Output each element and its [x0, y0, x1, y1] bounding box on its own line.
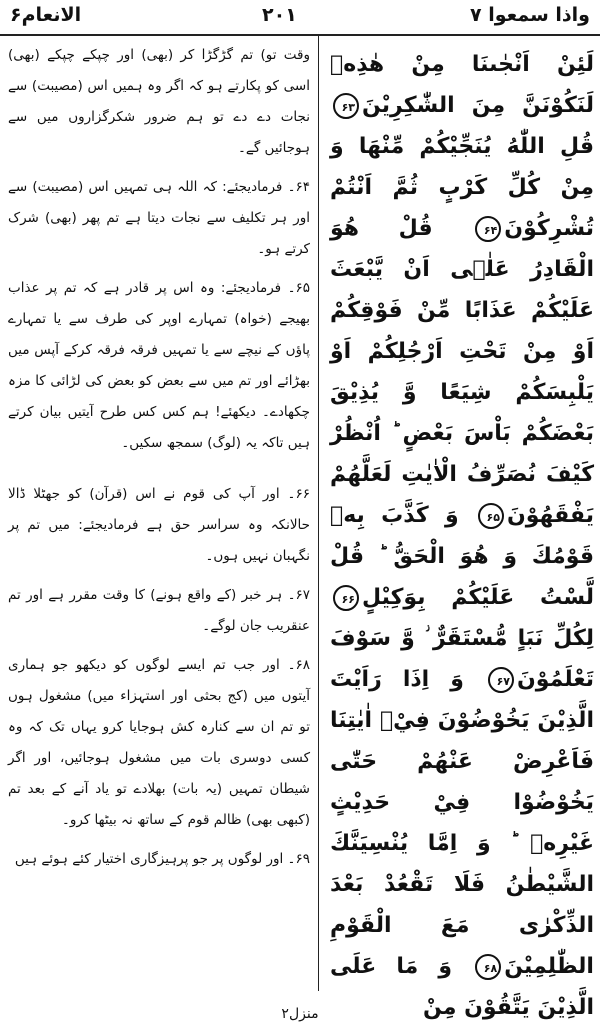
surah-name: الانعام۶	[10, 4, 82, 26]
ayah-number-marker: ۶۷	[488, 667, 514, 693]
manzil-footer: منزل۲	[281, 1006, 319, 1022]
ayah-number-marker: ۶۸	[475, 954, 501, 980]
page-header	[0, 0, 600, 36]
ayah-text: لِكُلِّ نَبَاٍ مُّسْتَقَرٌّ ؗ وَّ سَوْفَ تَعْلَمُوْنَ	[330, 626, 594, 692]
translation-paragraph: ۶۶۔ اور آپ کی قوم نے اس (قرآن) کو جھٹلا ڈالا حالانکہ وہ سراسر حق ہے فرمادیجئے: میں تم پر نگہبان نہیں ہوں۔	[8, 486, 310, 564]
urdu-translation-column	[8, 40, 310, 990]
translation-paragraph: ۶۹۔ اور لوگوں پر جو پرہیزگاری اختیار کئے ہوئے ہیں	[14, 851, 310, 867]
translation-paragraph: ۶۵۔ فرمادیجئے: وہ اس پر قادر ہے کہ تم پر عذاب بھیجے (خواہ) تمہارے اوپر کی طرف سے یا تمہارے پاؤں کے نیچے سے یا تمہیں فرقہ فرقہ کرکے آپس میں بھڑائے اور تم میں سے بعض کو بعض کی لڑائی کا مزہ چکھادے۔ دیکھئے! ہم کس کس طرح آیتیں بیان کرتے ہیں تاکہ یہ (لوگ) سمجھ سکیں۔	[8, 280, 310, 451]
column-divider	[318, 36, 319, 991]
translation-paragraph: وقت تو) تم گڑگڑا کر (بھی) اور چپکے چپکے (بھی) اسی کو پکارتے ہو کہ اگر وہ ہمیں اس (مصیبت) سے نجات دے دے تو ہم ضرور شکرگزاروں میں سے ہوجائیں گے۔	[8, 47, 310, 156]
translation-paragraph: ۶۷۔ ہر خبر (کے واقع ہونے) کا وقت مقرر ہے اور تم عنقریب جان لوگے۔	[8, 587, 310, 634]
arabic-text-column	[330, 44, 594, 1020]
ayah-68	[330, 667, 594, 979]
ayah-65	[330, 216, 594, 528]
ayah-number-marker: ۶۳	[333, 93, 359, 119]
page-number: ۲۰۱	[262, 4, 297, 26]
ayah-text: قُلِ اللّٰهُ يُنَجِّيْكُمْ مِّنْهَا وَ مِنْ كُلِّ كَرْبٍ ثُمَّ اَنْتُمْ تُشْرِكُوْنَ	[330, 134, 594, 241]
ayah-text: قُلْ هُوَ الْقَادِرُ عَلٰۤى اَنْ يَّبْعَثَ عَلَيْكُمْ عَذَابًا مِّنْ فَوْقِكُمْ اَوْ مِنْ تَحْتِ اَرْجُلِكُمْ اَوْ يَلْبِسَكُمْ شِيَعًا وَّ يُذِيْقَ بَعْضَكُمْ بَاْسَ بَعْضٍ ؕ اُنْظُرْ كَيْفَ نُصَرِّفُ الْاٰيٰتِ لَعَلَّهُمْ يَفْقَهُوْنَ	[330, 216, 594, 528]
ayah-63	[330, 52, 594, 118]
ayah-text: وَ مَا عَلَى الَّذِيْنَ يَتَّقُوْنَ مِنْ	[330, 954, 594, 1020]
ayah-text: لَئِنْ اَنْجٰىنَا مِنْ هٰذِهٖ لَنَكُوْنَنَّ مِنَ الشّٰكِرِيْنَ	[330, 52, 594, 118]
ayah-number-marker: ۶۶	[333, 585, 359, 611]
ayah-number-marker: ۶۵	[478, 503, 504, 529]
ayah-text: وَ كَذَّبَ بِهٖ قَوْمُكَ وَ هُوَ الْحَقُّ ؕ قُلْ لَّسْتُ عَلَيْكُمْ بِوَكِيْلٍ	[330, 503, 594, 610]
ayah-number-marker: ۶۴	[475, 216, 501, 242]
juz-name: واذا سمعوا ۷	[470, 4, 590, 26]
translation-paragraph: ۶۴۔ فرمادیجئے: کہ اللہ ہی تمہیں اس (مصیبت) سے اور ہر تکلیف سے نجات دیتا ہے تم پھر (بھی) شرک کرتے ہو۔	[8, 179, 310, 257]
ayah-text: وَ اِذَا رَاَيْتَ الَّذِيْنَ يَخُوْضُوْنَ فِيْۤ اٰيٰتِنَا فَاَعْرِضْ عَنْهُمْ حَتّٰى يَخُوْضُوْا فِيْ حَدِيْثٍ غَيْرِهٖ ؕ وَ اِمَّا يُنْسِيَنَّكَ الشَّيْطٰنُ فَلَا تَقْعُدْ بَعْدَ الذِّكْرٰى مَعَ الْقَوْمِ الظّٰلِمِيْنَ	[330, 667, 594, 979]
translation-paragraph: ۶۸۔ اور جب تم ایسے لوگوں کو دیکھو جو ہماری آیتوں میں (کج بحثی اور استہزاء میں) مشغول ہوں تو تم ان سے کنارہ کش ہوجایا کرو یہاں تک کہ وہ کسی دوسری بات میں مشغول ہوجائیں، اور اگر شیطان تمہیں (یہ بات) بھلادے تو یاد آنے کے بعد تم (کبھی بھی) ظالم قوم کے ساتھ نہ بیٹھا کرو۔	[8, 657, 310, 828]
